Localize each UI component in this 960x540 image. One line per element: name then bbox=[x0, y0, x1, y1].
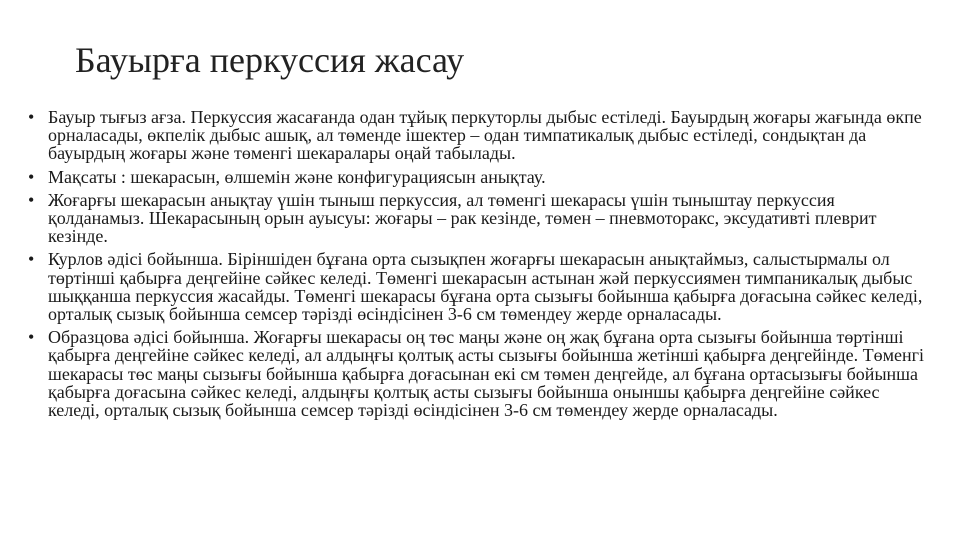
bullet-item bbox=[28, 328, 928, 419]
bullet-text: Курлов әдісі бойынша. Біріншіден бұғана орта сызықпен жоғарғы шекарасын анықтаймыз, салыстырмалы ол төртінші қабырға деңгейіне сәйкес келеді. Төменгі шекарасын астынан жәй перкуссиямен тимпаникалық дыбыс шыққанша перкуссия жасайды. Төменгі шекарасы бұғана орта сызығы бойынша қабырға доғасына сәйкес келеді, орталық сызық бойынша семсер тәрізді өсіндісінен 3-6 см төмендеу жерде орналасады. bbox=[48, 249, 923, 325]
bullet-item bbox=[28, 250, 928, 323]
bullet-text: Мақсаты : шекарасын, өлшемін және конфигурациясын анықтау. bbox=[48, 166, 546, 187]
bullet-item bbox=[28, 191, 928, 246]
bullet-marker: • bbox=[28, 189, 35, 210]
bullet-marker: • bbox=[28, 327, 35, 348]
bullet-item bbox=[28, 108, 928, 163]
bullet-text: Бауыр тығыз ағза. Перкуссия жасағанда одан тұйық перкуторлы дыбыс естіледі. Бауырдың жоғары жағында өкпе орналасады, өкпелік дыбыс ашық, ал төменде ішектер – одан тимпатикалық дыбыс естіледі, сондықтан да бауырдың жоғары және төменгі шекаралары оңай табылады. bbox=[48, 107, 922, 164]
bullet-list bbox=[28, 108, 928, 424]
bullet-marker: • bbox=[28, 166, 35, 187]
bullet-marker: • bbox=[28, 107, 35, 127]
bullet-marker: • bbox=[28, 249, 35, 270]
slide-title: Бауырға перкуссия жасау bbox=[75, 40, 465, 80]
bullet-text: Жоғарғы шекарасын анықтау үшін тыныш перкуссия, ал төменгі шекарасы үшін тыныштау перкуссия қолданамыз. Шекарасының орын ауысуы: жоғары – рак кезінде, төмен – пневмоторакс, эксудативті плеврит кезінде. bbox=[48, 189, 877, 247]
bullet-text: Образцова әдісі бойынша. Жоғарғы шекарасы оң төс маңы және оң жақ бұғана орта сызығы бойынша төртінші қабырға деңгейіне сәйкес келеді, ал алдыңғы қолтық асты сызығы бойынша жетінші қабырға деңгейінде. Төменгі шекарасы төс маңы сызығы бойынша қабырға доғасынан екі см төмен деңгейде, ал бұғана ортасызығы бойынша қабырға доғасына сәйкес келеді, алдыңғы қолтық асты сызығы бойынша оныншы қабырға деңгейіне сәйкес келеді, орталық сызық бойынша семсер тәрізді өсіндісінен 3-6 см төмендеу жерде орналасады. bbox=[48, 327, 925, 421]
bullet-item bbox=[28, 168, 928, 186]
